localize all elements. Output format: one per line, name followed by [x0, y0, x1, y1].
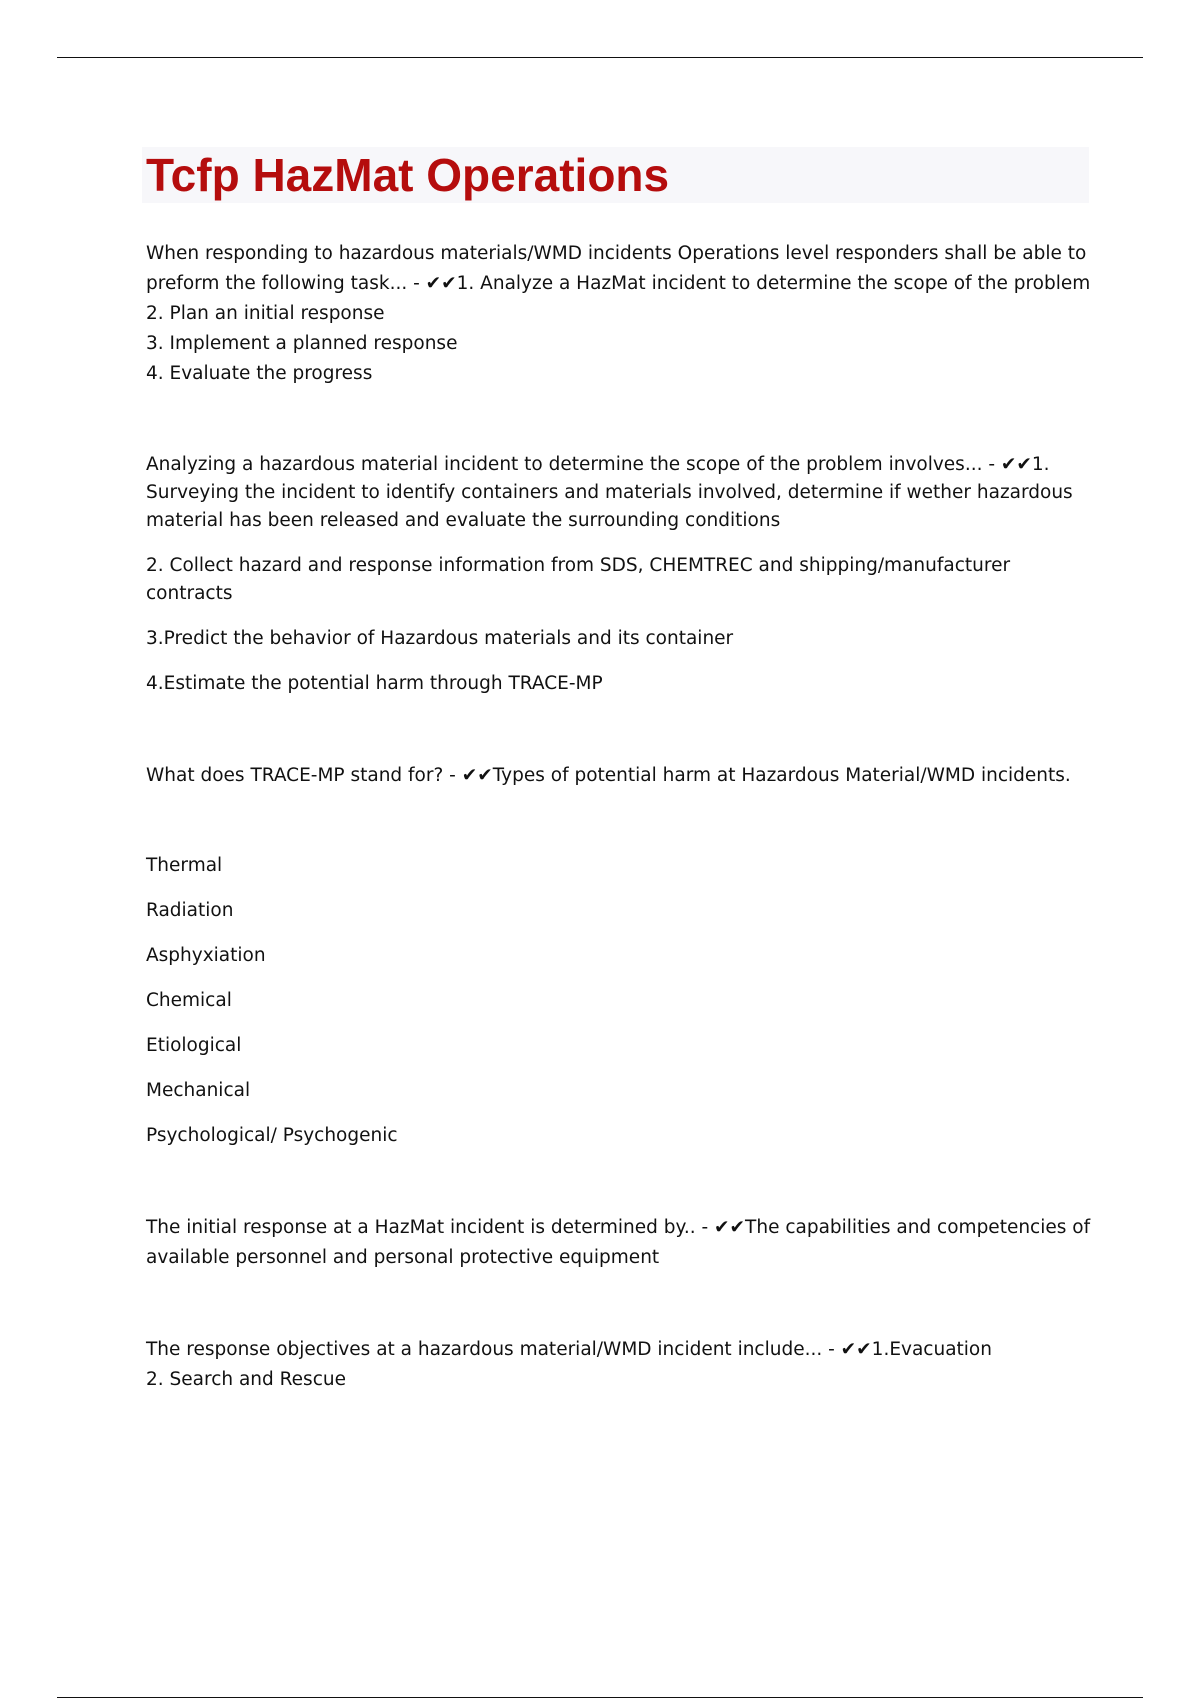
answer-item: 4.Estimate the potential harm through TRACE-MP [146, 673, 603, 694]
question-text: Analyzing a hazardous material incident to determine the scope of the problem involves... - ✔✔1. Surveying the incident to identify containers and materials involved, determine if wether hazardous material has been released and evaluate the surrounding conditions [146, 454, 1073, 531]
question-text: The response objectives at a hazardous material/WMD incident include... - ✔✔1.Evacuation [146, 1339, 992, 1360]
answer-item: Psychological/ Psychogenic [146, 1125, 398, 1146]
qa-block-2 [146, 451, 1093, 698]
answer-item: 2. Search and Rescue [146, 1369, 346, 1390]
document-title: Tcfp HazMat Operations [146, 149, 670, 201]
footer-rule [57, 1697, 1143, 1698]
answer-item: 2. Plan an initial response [146, 303, 385, 324]
title-band [142, 147, 1089, 203]
question-text: What does TRACE-MP stand for? - ✔✔Types of potential harm at Hazardous Material/WMD incidents. [146, 765, 1071, 786]
answer-item: Mechanical [146, 1080, 251, 1101]
header-rule [57, 57, 1143, 58]
question-text: When responding to hazardous materials/WMD incidents Operations level responders shall be able to preform the following task... - ✔✔1. Analyze a HazMat incident to determine the scope of the problem [146, 243, 1091, 294]
answer-item: Etiological [146, 1035, 242, 1056]
answer-item: Asphyxiation [146, 945, 266, 966]
answer-item: Thermal [146, 855, 223, 876]
qa-block-1 [146, 239, 1093, 389]
answer-item: 3.Predict the behavior of Hazardous materials and its container [146, 628, 734, 649]
answer-item: Chemical [146, 990, 232, 1011]
document-body [146, 147, 1093, 1395]
qa-block-5 [146, 1335, 1093, 1395]
answer-item: Radiation [146, 900, 234, 921]
qa-block-4 [146, 1213, 1093, 1273]
question-text: The initial response at a HazMat incident is determined by.. - ✔✔The capabilities and competencies of available personnel and personal protective equipment [146, 1217, 1091, 1268]
answer-item: 4. Evaluate the progress [146, 363, 373, 384]
answer-item: 3. Implement a planned response [146, 333, 458, 354]
answer-item: 2. Collect hazard and response information from SDS, CHEMTREC and shipping/manufacturer contracts [146, 555, 1011, 604]
qa-block-3 [146, 761, 1093, 1151]
